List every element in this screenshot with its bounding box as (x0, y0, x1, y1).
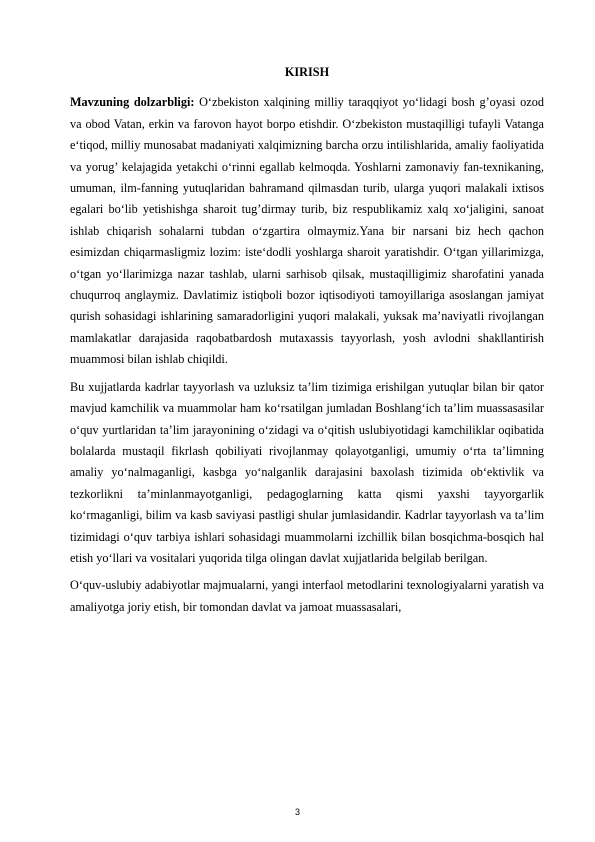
paragraph-text: O‘zbekiston xalqining milliy taraqqiyot yo‘lidagi bosh g’oyasi ozod va obod Vatan, erkin va farovon hayot borpo etishdir. O‘zbekiston mustaqilligi tufayli Vatanga e‘tiqod, milliy munosabat madaniyati xalqimizning barcha orzu intilishlarida, amaliy faoliyatida va yorug’ kelajagida yetakchi o‘rinni egallab kelmoqda. Yoshlarni zamonaviy fan-texnikaning, umuman, ilm-fanning yutuqlaridan bahramand qilmasdan turib, ularga yuqori malakali ixtisos egalari bo‘lib yetishishga sharoit tug’dirmay turib, biz respublikamiz xalq xo‘jaligini, sanoat ishlab chiqarish sohalarni tubdan o‘zgartira olmaymiz.Yana bir narsani biz hech qachon esimizdan chiqarmasligmiz lozim: iste‘dodli yoshlarga sharoit yaratishdir. O‘tgan yillarimizga, o‘tgan yo‘llarimizga nazar tashlab, ularni sarhisob qilsak, mustaqilligimiz sharofatini yanada chuqurroq anglaymiz. Davlatimiz istiqboli bozor iqtisodiyoti tamoyillariga asoslangan jamiyat qurish sohasidagi ishlarining samaradorligini yuqori malakali, yuksak ma’naviyatli rivojlangan mamlakatlar darajasida raqobatbardosh mutaxassis tayyorlash, yosh avlodni shakllantirish muammosi bilan ishlab chiqildi. (70, 95, 544, 367)
page-number: 3 (294, 807, 300, 817)
paragraph-relevance (70, 92, 544, 370)
paragraph-documents (70, 377, 544, 570)
section-title: KIRISH (284, 65, 330, 79)
paragraph-text: Bu xujjatlarda kadrlar tayyorlash va uzluksiz ta’lim tizimiga erishilgan yutuqlar bilan bir qator mavjud kamchilik va muammolar ham ko‘rsatilgan jumladan Boshlang‘ich ta’lim muassasasilar o‘quv yurtlaridan ta’lim jarayonining o‘zidagi va o‘qitish uslubiyotidagi kamchiliklar oqibatida bolalarda mustaqil fikrlash qobiliyati rivojlanmay qolayotganligi, umumiy o‘rta ta’limning amaliy yo‘nalmaganligi, kasbga yo‘nalganlik darajasini baxolash tizimida ob‘ektivlik va tezkorlikni ta’minlanmayotganligi, pedagoglarning katta qismi yaxshi tayyorgarlik ko‘rmaganligi, bilim va kasb saviyasi pastligi shular jumlasidandir. Kadrlar tayyorlash va ta’lim tizimidagi o‘quv tarbiya ishlari sohasidagi muammolarni izchillik bilan bosqichma-bosqich hal etish yo‘llari va vositalari yuqorida tilga olingan davlat xujjatlarida belgilab berilgan. (70, 379, 544, 565)
paragraph-methods (70, 575, 544, 618)
page-content (70, 62, 544, 624)
paragraph-lead: Mavzuning dolzarbligi: (70, 95, 195, 110)
paragraph-text: O‘quv-uslubiy adabiyotlar majmualarni, yangi interfaol metodlarini texnologiyalarni yaratish va amaliyotga joriy etish, bir tomondan davlat va jamoat muassasalari, (70, 578, 544, 614)
